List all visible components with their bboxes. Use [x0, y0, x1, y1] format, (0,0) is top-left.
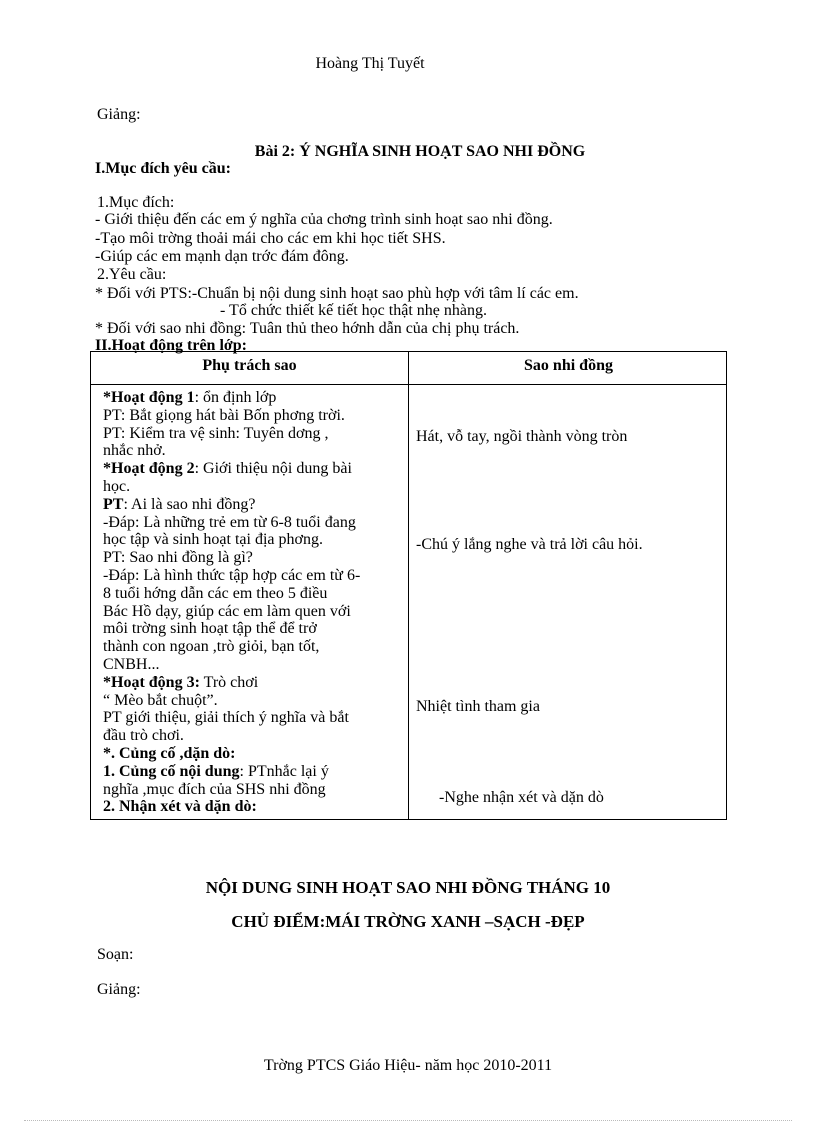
left-cell-label: 2. Nhận xét và dặn dò: — [103, 798, 257, 816]
right-cell-item: Hát, vỗ tay, ngồi thành vòng tròn — [416, 428, 628, 445]
page-footer: Trờng PTCS Giáo Hiệu- năm học 2010-2011 — [263, 1057, 553, 1074]
requirements-heading: 2.Yêu cầu: — [97, 266, 167, 283]
table-column-divider — [408, 352, 409, 819]
left-cell-line — [103, 407, 345, 424]
left-cell-text: : Ai là sao nhi đồng? — [123, 495, 256, 513]
requirement-item: * Đối với PTS:-Chuẩn bị nội dung sinh hoạt sao phù hợp với tâm lí các em. — [95, 285, 579, 302]
left-cell-text: : PTnhắc lại ý — [239, 762, 329, 780]
section1-heading: I.Mục đích yêu cầu: — [95, 160, 231, 177]
left-cell-line — [103, 460, 352, 477]
left-cell-text: học. — [103, 478, 131, 495]
left-cell-label: PT — [103, 495, 124, 513]
left-cell-line — [103, 781, 326, 798]
left-cell-text: 8 tuổi hớng dẫn các em theo 5 điều — [103, 584, 328, 602]
left-cell-text: PT giới thiệu, giải thích ý nghĩa và bắt — [103, 709, 349, 727]
requirement-item: * Đối với sao nhi đồng: Tuân thủ theo hớnh dẫn của chị phụ trách. — [95, 320, 520, 337]
right-cell-item: -Chú ý lắng nghe và trả lời câu hỏi. — [416, 536, 643, 553]
purpose-item: -Tạo môi trờng thoải mái cho các em khi học tiết SHS. — [95, 230, 446, 247]
section2-heading: II.Hoạt động trên lớp: — [95, 337, 247, 354]
left-cell-text: : ổn định lớp — [194, 389, 277, 406]
left-cell-line — [103, 638, 319, 655]
purpose-item: - Giới thiệu đến các em ý nghĩa của chơng trình sinh hoạt sao nhi đồng. — [95, 211, 553, 228]
left-cell-label: *. Củng cố ,dặn dò: — [103, 745, 236, 762]
prepare-label: Soạn: — [97, 946, 134, 963]
left-cell-text: PT: Sao nhi đồng là gì? — [103, 549, 253, 567]
theme-title: CHỦ ĐIỂM:MÁI TRỜNG XANH –SẠCH -ĐẸP — [231, 912, 585, 931]
left-cell-text: -Đáp: Là hình thức tập hợp các em từ 6- — [103, 567, 361, 584]
table-header-left: Phụ trách sao — [202, 357, 297, 374]
left-cell-text: : Giới thiệu nội dung bài — [194, 460, 352, 478]
left-cell-line — [103, 763, 329, 780]
left-cell-text: nhắc nhở. — [103, 442, 166, 460]
left-cell-text: PT: Bắt giọng hát bài Bốn phơng trời. — [103, 406, 345, 424]
left-cell-line — [103, 567, 360, 584]
left-cell-line — [103, 745, 235, 762]
left-cell-line — [103, 478, 130, 495]
left-cell-line — [103, 798, 257, 815]
left-cell-line — [103, 620, 317, 637]
left-cell-text: nghĩa ,mục đích của SHS nhi đồng — [103, 780, 326, 798]
purpose-heading: 1.Mục đích: — [97, 194, 175, 211]
page-header-author: Hoàng Thị Tuyết — [315, 55, 425, 72]
left-cell-line — [103, 496, 255, 513]
left-cell-text: -Đáp: Là những trẻ em từ 6-8 tuổi đang — [103, 513, 356, 531]
left-cell-line — [103, 727, 184, 744]
left-cell-line — [103, 549, 253, 566]
left-cell-text: Trò chơi — [199, 673, 259, 691]
content-title: NỘI DUNG SINH HOẠT SAO NHI ĐỒNG THÁNG 10 — [205, 878, 611, 897]
left-cell-line — [103, 389, 276, 406]
left-cell-text: học tập và sinh hoạt tại địa phơng. — [103, 531, 323, 549]
left-cell-text: thành con ngoan ,trò giỏi, bạn tốt, — [103, 638, 320, 656]
left-cell-line — [103, 514, 356, 531]
left-cell-text: Bác Hồ dạy, giúp các em làm quen với — [103, 602, 351, 620]
right-cell-item: Nhiệt tình tham gia — [416, 698, 540, 715]
left-cell-line — [103, 442, 166, 459]
left-cell-line — [103, 692, 218, 709]
left-cell-line — [103, 709, 349, 726]
teach-label-2: Giảng: — [97, 981, 141, 998]
left-cell-text: PT: Kiểm tra vệ sinh: Tuyên dơng , — [103, 424, 329, 442]
left-cell-line — [103, 603, 351, 620]
requirement-item: - Tổ chức thiết kế tiết học thật nhẹ nhàng. — [220, 302, 487, 319]
activity-table — [90, 351, 727, 820]
left-cell-line — [103, 674, 258, 691]
lesson-title: Bài 2: Ý NGHĨA SINH HOẠT SAO NHI ĐỒNG — [254, 143, 586, 160]
left-cell-label: *Hoạt động 2 — [103, 460, 195, 478]
page-bottom-border — [24, 1120, 792, 1121]
teach-label: Giảng: — [97, 106, 141, 123]
table-header-right: Sao nhi đồng — [524, 357, 613, 374]
left-cell-line — [103, 425, 328, 442]
left-cell-label: *Hoạt động 3: — [103, 673, 200, 691]
left-cell-text: CNBH... — [103, 656, 160, 673]
right-cell-item: -Nghe nhận xét và dặn dò — [439, 789, 604, 806]
purpose-item: -Giúp các em mạnh dạn trớc đám đông. — [95, 248, 349, 265]
left-cell-label: *Hoạt động 1 — [103, 389, 195, 406]
left-cell-text: môi trờng sinh hoạt tập thể để trở — [103, 620, 317, 638]
left-cell-line — [103, 531, 323, 548]
left-cell-line — [103, 585, 327, 602]
left-cell-line — [103, 656, 159, 673]
left-cell-text: đầu trò chơi. — [103, 727, 184, 745]
left-cell-text: “ Mèo bắt chuột”. — [103, 691, 218, 709]
left-cell-label: 1. Củng cố nội dung — [103, 762, 240, 780]
